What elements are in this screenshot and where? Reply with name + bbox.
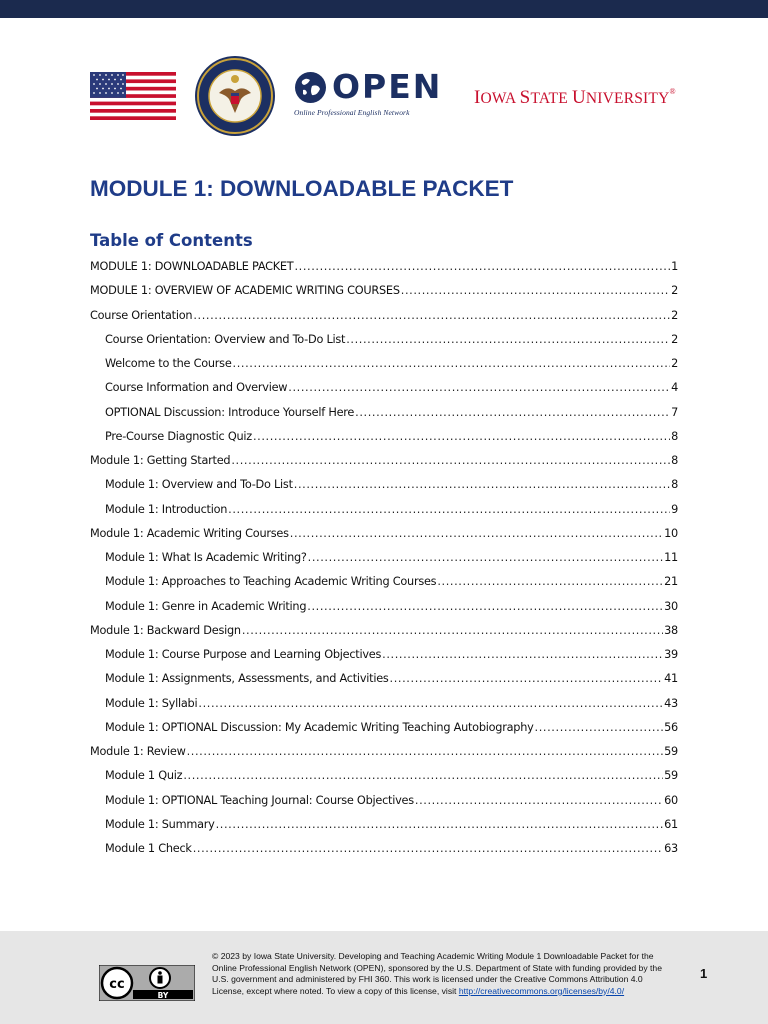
toc-leader-dots — [228, 503, 670, 516]
toc-leader-dots — [401, 284, 670, 297]
toc-leader-dots — [193, 842, 663, 855]
open-wordmark: OPEN — [332, 67, 443, 106]
toc-entry[interactable] — [90, 309, 678, 326]
toc-entry-label: Course Information and Overview — [105, 381, 288, 395]
document-title: MODULE 1: DOWNLOADABLE PACKET — [90, 176, 514, 201]
toc-leader-dots — [437, 575, 663, 588]
toc-entry[interactable] — [90, 745, 678, 762]
toc-leader-dots — [382, 648, 663, 661]
header-bar — [0, 0, 768, 18]
toc-entry-page: 21 — [664, 575, 678, 589]
toc-entry-label: Module 1: Introduction — [105, 502, 228, 516]
toc-entry[interactable] — [90, 454, 678, 471]
toc-entry-label: Pre-Course Diagnostic Quiz — [105, 429, 252, 443]
toc-entry-label: MODULE 1: DOWNLOADABLE PACKET — [90, 260, 294, 273]
toc-entry-page: 30 — [664, 599, 678, 613]
toc-leader-dots — [216, 818, 664, 831]
toc-entry[interactable] — [105, 551, 678, 568]
toc-leader-dots — [308, 551, 663, 564]
footer — [0, 931, 768, 1024]
toc-leader-dots — [253, 430, 670, 443]
toc-entry-label: Course Orientation — [90, 308, 193, 322]
iowa-state-university-wordmark: IOWA STATE UNIVERSITY® — [474, 87, 676, 108]
toc-entry-label: Course Orientation: Overview and To-Do List — [105, 332, 346, 346]
toc-leader-dots — [294, 260, 670, 273]
toc-entry-page: 39 — [664, 648, 678, 661]
toc-leader-dots — [535, 721, 664, 734]
state-department-seal-icon — [194, 55, 276, 137]
svg-text:cc: cc — [109, 977, 125, 992]
toc-entry[interactable] — [105, 818, 678, 835]
toc-leader-dots — [294, 478, 670, 491]
toc-entry-page: 56 — [664, 720, 678, 734]
toc-leader-dots — [233, 357, 671, 370]
cc-by-label: BY — [157, 991, 169, 1000]
toc-leader-dots — [198, 697, 663, 710]
toc-entry[interactable] — [105, 406, 678, 423]
toc-entry[interactable] — [105, 769, 678, 786]
logo-row — [0, 52, 768, 142]
license-text: © 2023 by Iowa State University. Developing and Teaching Academic Writing Module 1 Downloadable Packet for the Online Professional English Network (OPEN), sponsored by the U.S. Department of State with funding provided by the U.S. government and administered by FHI 360. This work is licensed under the Creative Commons Attribution 4.0 License, except where noted. To view a copy of this license, visit http://creativecommons.org/licenses/by/4.0/ — [212, 951, 662, 996]
toc-entry-page: 41 — [664, 672, 678, 686]
toc-entry-label: Module 1: Syllabi — [105, 696, 198, 710]
toc-entry-page: 1 — [671, 260, 678, 273]
toc-entry[interactable] — [105, 648, 678, 665]
toc-entry[interactable] — [105, 697, 678, 714]
open-subtitle: Online Professional English Network — [294, 108, 410, 117]
toc-entry-page: 59 — [664, 745, 678, 758]
toc-entry-label: MODULE 1: OVERVIEW OF ACADEMIC WRITING COURSES — [90, 284, 400, 298]
toc-entry[interactable] — [105, 503, 678, 520]
toc-entry-page: 61 — [664, 817, 678, 831]
toc-entry-label: Module 1: Backward Design — [90, 623, 241, 637]
toc-entry-label: Module 1: Genre in Academic Writing — [105, 599, 307, 613]
toc-entry-page: 10 — [664, 526, 678, 540]
toc-entry-page: 8 — [671, 478, 678, 492]
toc-leader-dots — [242, 624, 663, 637]
toc-leader-dots — [187, 745, 664, 758]
toc-entry-page: 4 — [671, 381, 678, 395]
toc-leader-dots — [193, 309, 670, 322]
toc-entry-label: Module 1: Summary — [105, 817, 215, 831]
toc-entry-page: 43 — [664, 696, 678, 710]
toc-entry-label: Module 1: Getting Started — [90, 454, 231, 467]
toc-entry[interactable] — [105, 357, 678, 374]
toc-entry-label: Module 1: Course Purpose and Learning Objectives — [105, 648, 382, 661]
toc-entry[interactable] — [90, 624, 678, 641]
us-flag-icon — [90, 72, 176, 120]
toc-entry-label: Module 1: Review — [90, 745, 186, 758]
toc-entry-page: 2 — [671, 332, 678, 346]
cc-by-license-icon — [99, 965, 195, 1001]
toc-entry[interactable] — [105, 794, 678, 811]
toc-entry-page: 38 — [664, 623, 678, 637]
toc-leader-dots — [231, 454, 670, 467]
toc-heading: Table of Contents — [90, 231, 253, 250]
toc-entry-label: Module 1 Quiz — [105, 769, 183, 783]
toc-entry-page: 11 — [664, 551, 678, 564]
toc-entry[interactable] — [105, 333, 678, 350]
toc-entry-page: 7 — [671, 405, 678, 419]
toc-entry-page: 2 — [671, 357, 678, 370]
toc-entry-label: OPTIONAL Discussion: Introduce Yourself Here — [105, 405, 355, 419]
toc-entry[interactable] — [90, 260, 678, 277]
page-number: 1 — [700, 966, 708, 981]
toc-entry-page: 63 — [664, 842, 678, 855]
toc-entry-label: Welcome to the Course — [105, 357, 232, 370]
toc-leader-dots — [390, 672, 664, 685]
toc-leader-dots — [346, 333, 670, 346]
toc-leader-dots — [415, 794, 663, 807]
toc-entry-page: 2 — [671, 284, 678, 298]
toc-entry[interactable] — [90, 527, 678, 544]
toc-leader-dots — [183, 769, 663, 782]
toc-entry-label: Module 1: What Is Academic Writing? — [105, 551, 307, 564]
toc-entry-page: 9 — [671, 502, 678, 516]
toc-entry-page: 2 — [671, 308, 678, 322]
toc-entry[interactable] — [105, 575, 678, 592]
toc-entry-label: Module 1: Academic Writing Courses — [90, 526, 289, 540]
toc-entry[interactable] — [105, 430, 678, 447]
globe-icon — [294, 71, 327, 104]
toc-entry-label: Module 1: OPTIONAL Teaching Journal: Course Objectives — [105, 793, 414, 807]
toc-entry[interactable] — [105, 381, 678, 398]
license-link[interactable]: http://creativecommons.org/licenses/by/4.0/ — [458, 985, 625, 996]
toc-leader-dots — [307, 600, 663, 613]
toc-entry-label: Module 1 Check — [105, 842, 192, 855]
toc-entry-page: 8 — [671, 429, 678, 443]
toc-entry-page: 59 — [664, 769, 678, 783]
toc-entry[interactable] — [105, 478, 678, 495]
toc-entry-label: Module 1: OPTIONAL Discussion: My Academic Writing Teaching Autobiography — [105, 720, 534, 734]
toc-entry[interactable] — [105, 672, 678, 689]
toc-leader-dots — [355, 406, 670, 419]
open-logo — [294, 67, 443, 121]
toc-entry[interactable] — [105, 600, 678, 617]
toc-entry-page: 60 — [664, 793, 678, 807]
toc-entry[interactable] — [90, 284, 678, 301]
toc-entry[interactable] — [105, 721, 678, 738]
toc-leader-dots — [290, 527, 663, 540]
toc-entry-label: Module 1: Overview and To-Do List — [105, 478, 293, 492]
toc-entry[interactable] — [105, 842, 678, 859]
toc-entry-label: Module 1: Approaches to Teaching Academic Writing Courses — [105, 575, 437, 589]
toc-leader-dots — [288, 381, 670, 394]
toc-entry-page: 8 — [671, 454, 678, 467]
toc-entry-label: Module 1: Assignments, Assessments, and Activities — [105, 672, 389, 686]
